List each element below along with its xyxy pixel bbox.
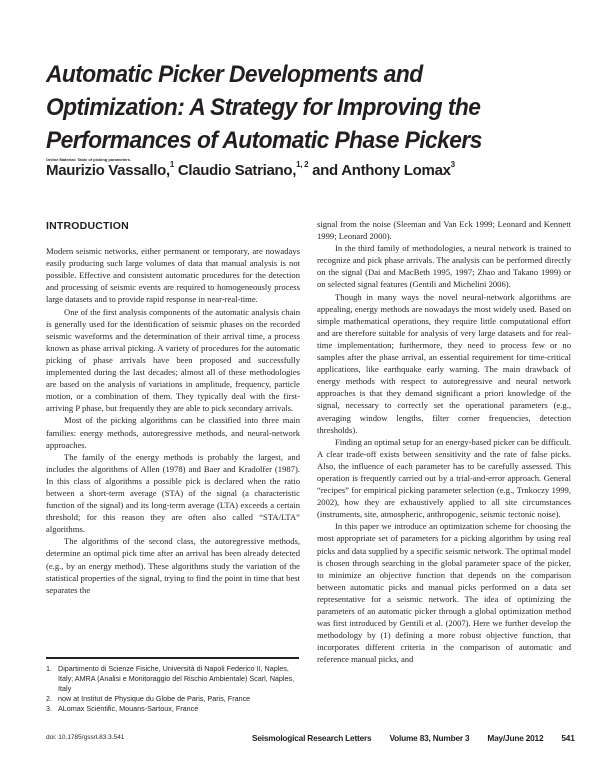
- author-list: [46, 162, 455, 179]
- affiliation-marker: 3: [450, 160, 455, 169]
- paragraph: One of the first analysis components of the automatic analysis chain is generally used for the identification of seismic phases on the recorded seismic waveforms and the determination of their arrival time, a process known as phase arrival picking. A variety of procedures for the automatic picking of phase arrivals have been proposed and successfully implemented during the last decades; almost all of these methodologies are based on the analysis of variations in amplitude, frequency, particle motion, or a combination of them. They typically deal with the first-arriving P phase, but frequently they are able to pick secondary arrivals.: [46, 306, 300, 414]
- footnote-text: ALomax Scientific, Mouans-Sartoux, France: [58, 704, 199, 713]
- affiliation-marker: 1, 2: [296, 160, 309, 169]
- section-heading: INTRODUCTION: [46, 220, 129, 232]
- paragraph: The algorithms of the second class, the autoregressive methods, determine an optimal pick time after an arrival has been already detected (e.g., by an energy method). These algorithms study the variation of the statistical properties of the signal, trying to find the point in time that best separates the: [46, 536, 300, 595]
- author-name: Maurizio Vassallo,: [46, 162, 170, 179]
- footnote-divider: [46, 657, 299, 659]
- left-column: [46, 218, 300, 596]
- right-column: [317, 218, 571, 665]
- footnote: [46, 694, 300, 704]
- article-title: [46, 58, 530, 157]
- footnotes: [46, 664, 300, 714]
- running-footer: [252, 733, 575, 743]
- doi-label: doi: 10.1785/gssrl.83.3.541: [46, 734, 125, 741]
- paragraph: Finding an optimal setup for an energy-based picker can be difficult. A clear trade-off exists between sensitivity and the rate of false picks. Also, the influence of each parameter has to be carefully assessed. This operation is frequently carried out by a trial-and-error approach. General “recipes” for empirical picking parameter selection (e.g., Trnkoczy 1999, 2002), how they are exhaustively applied to all site circumstances (instruments, site, atmospheric, anthropogenic, seismic tectonic noise).: [317, 436, 571, 520]
- footnote: [46, 664, 300, 694]
- author-name: and Anthony Lomax: [312, 162, 451, 179]
- footnote-number: 2.: [46, 694, 52, 703]
- title-line: Optimization: A Strategy for Improving the: [46, 94, 481, 121]
- page-number: 541: [561, 733, 575, 743]
- author-name: Claudio Satriano,: [177, 162, 297, 179]
- journal-name: Seismological Research Letters: [252, 733, 372, 743]
- online-material-note: Online Material: Table of picking parameters.: [46, 157, 132, 162]
- title-line: Automatic Picker Developments and: [46, 61, 423, 88]
- paragraph: The family of the energy methods is probably the largest, and includes the algorithms of Allen (1978) and Baer and Kradolfer (1987). In this class of algorithms a possible pick is declared when the ratio between a short-term average (STA) of the signal (a characteristic function of the signal) and its long-term average (LTA) exceeds a certain threshold; for this reason they are often also called “STA/LTA” algorithms.: [46, 451, 300, 535]
- footnote-text: Dipartimento di Scienze Fisiche, Università di Napoli Federico II, Naples, Italy; AMRA (Analisi e Monitoraggio del Rischio Ambientale) Scarl, Naples, Italy: [58, 664, 295, 693]
- footnote-text: now at Institut de Physique du Globe de Paris, Paris, France: [58, 694, 251, 703]
- paragraph: Most of the picking algorithms can be classified into three main families: energy methods, autoregressive methods, and neural-network approaches.: [46, 415, 300, 450]
- paragraph: In the third family of methodologies, a neural network is trained to recognize and pick phase arrivals. The analysis can be performed directly on the signal (Dai and MacBeth 1995, 1997; Zhao and Takano 1999) or on selected signal features (Gentili and Michelini 2006).: [317, 243, 571, 290]
- paragraph: Though in many ways the novel neural-network algorithms are appealing, energy methods are nowadays the most widely used. Based on simple mathematical operations, they require little computational effort and are therefore suitable for analysis of very large datasets and for real-time implementation; furthermore, they need to process few or no samples after the phase arrival, an essential requirement for time-critical applications, like earthquake early warning. The main drawback of energy methods with respect to autoregressive and neural network approaches is that they demand significant a priori knowledge of the signal, necessary to correctly set the operational parameters (e.g., averaging window lengths, filter corner frequencies, detection thresholds).: [317, 291, 571, 435]
- paragraph: signal from the noise (Sleeman and Van Eck 1999; Leonard and Kennett 1999; Leonard 2000).: [317, 219, 571, 242]
- paragraph: In this paper we introduce an optimization scheme for choosing the most appropriate set of parameters for a picking algorithm by using real picks and data supplied by a specific seismic network. The optimal model is chosen through searching in the global parameter space of the picker, to minimize an objective function that depends on the comparison between automatic picks and manual picks performed on a data set representative for a seismic network. The idea of optimizing the parameters of an automatic picker through a global optimization method was first introduced by Gentili et al. (2007). Here we further develop the methodology by (1) defining a more robust objective function, that incorporates different criteria in the comparison of automatic and reference manual picks, and: [317, 521, 571, 665]
- title-line: Performances of Automatic Phase Pickers: [46, 127, 482, 154]
- volume-issue: Volume 83, Number 3: [389, 733, 470, 743]
- footnote: [46, 704, 300, 714]
- footnote-number: 3.: [46, 704, 52, 713]
- issue-date: May/June 2012: [487, 733, 544, 743]
- paragraph: Modern seismic networks, either permanent or temporary, are nowadays easily producing such large volumes of data that manual analysis is not possible. Effective and consistent automatic procedures for the detection and processing of seismic events are required to homogeneously process large datasets and to provide rapid response in near-real-time.: [46, 246, 300, 305]
- affiliation-marker: 1: [169, 160, 174, 169]
- footnote-number: 1.: [46, 664, 52, 673]
